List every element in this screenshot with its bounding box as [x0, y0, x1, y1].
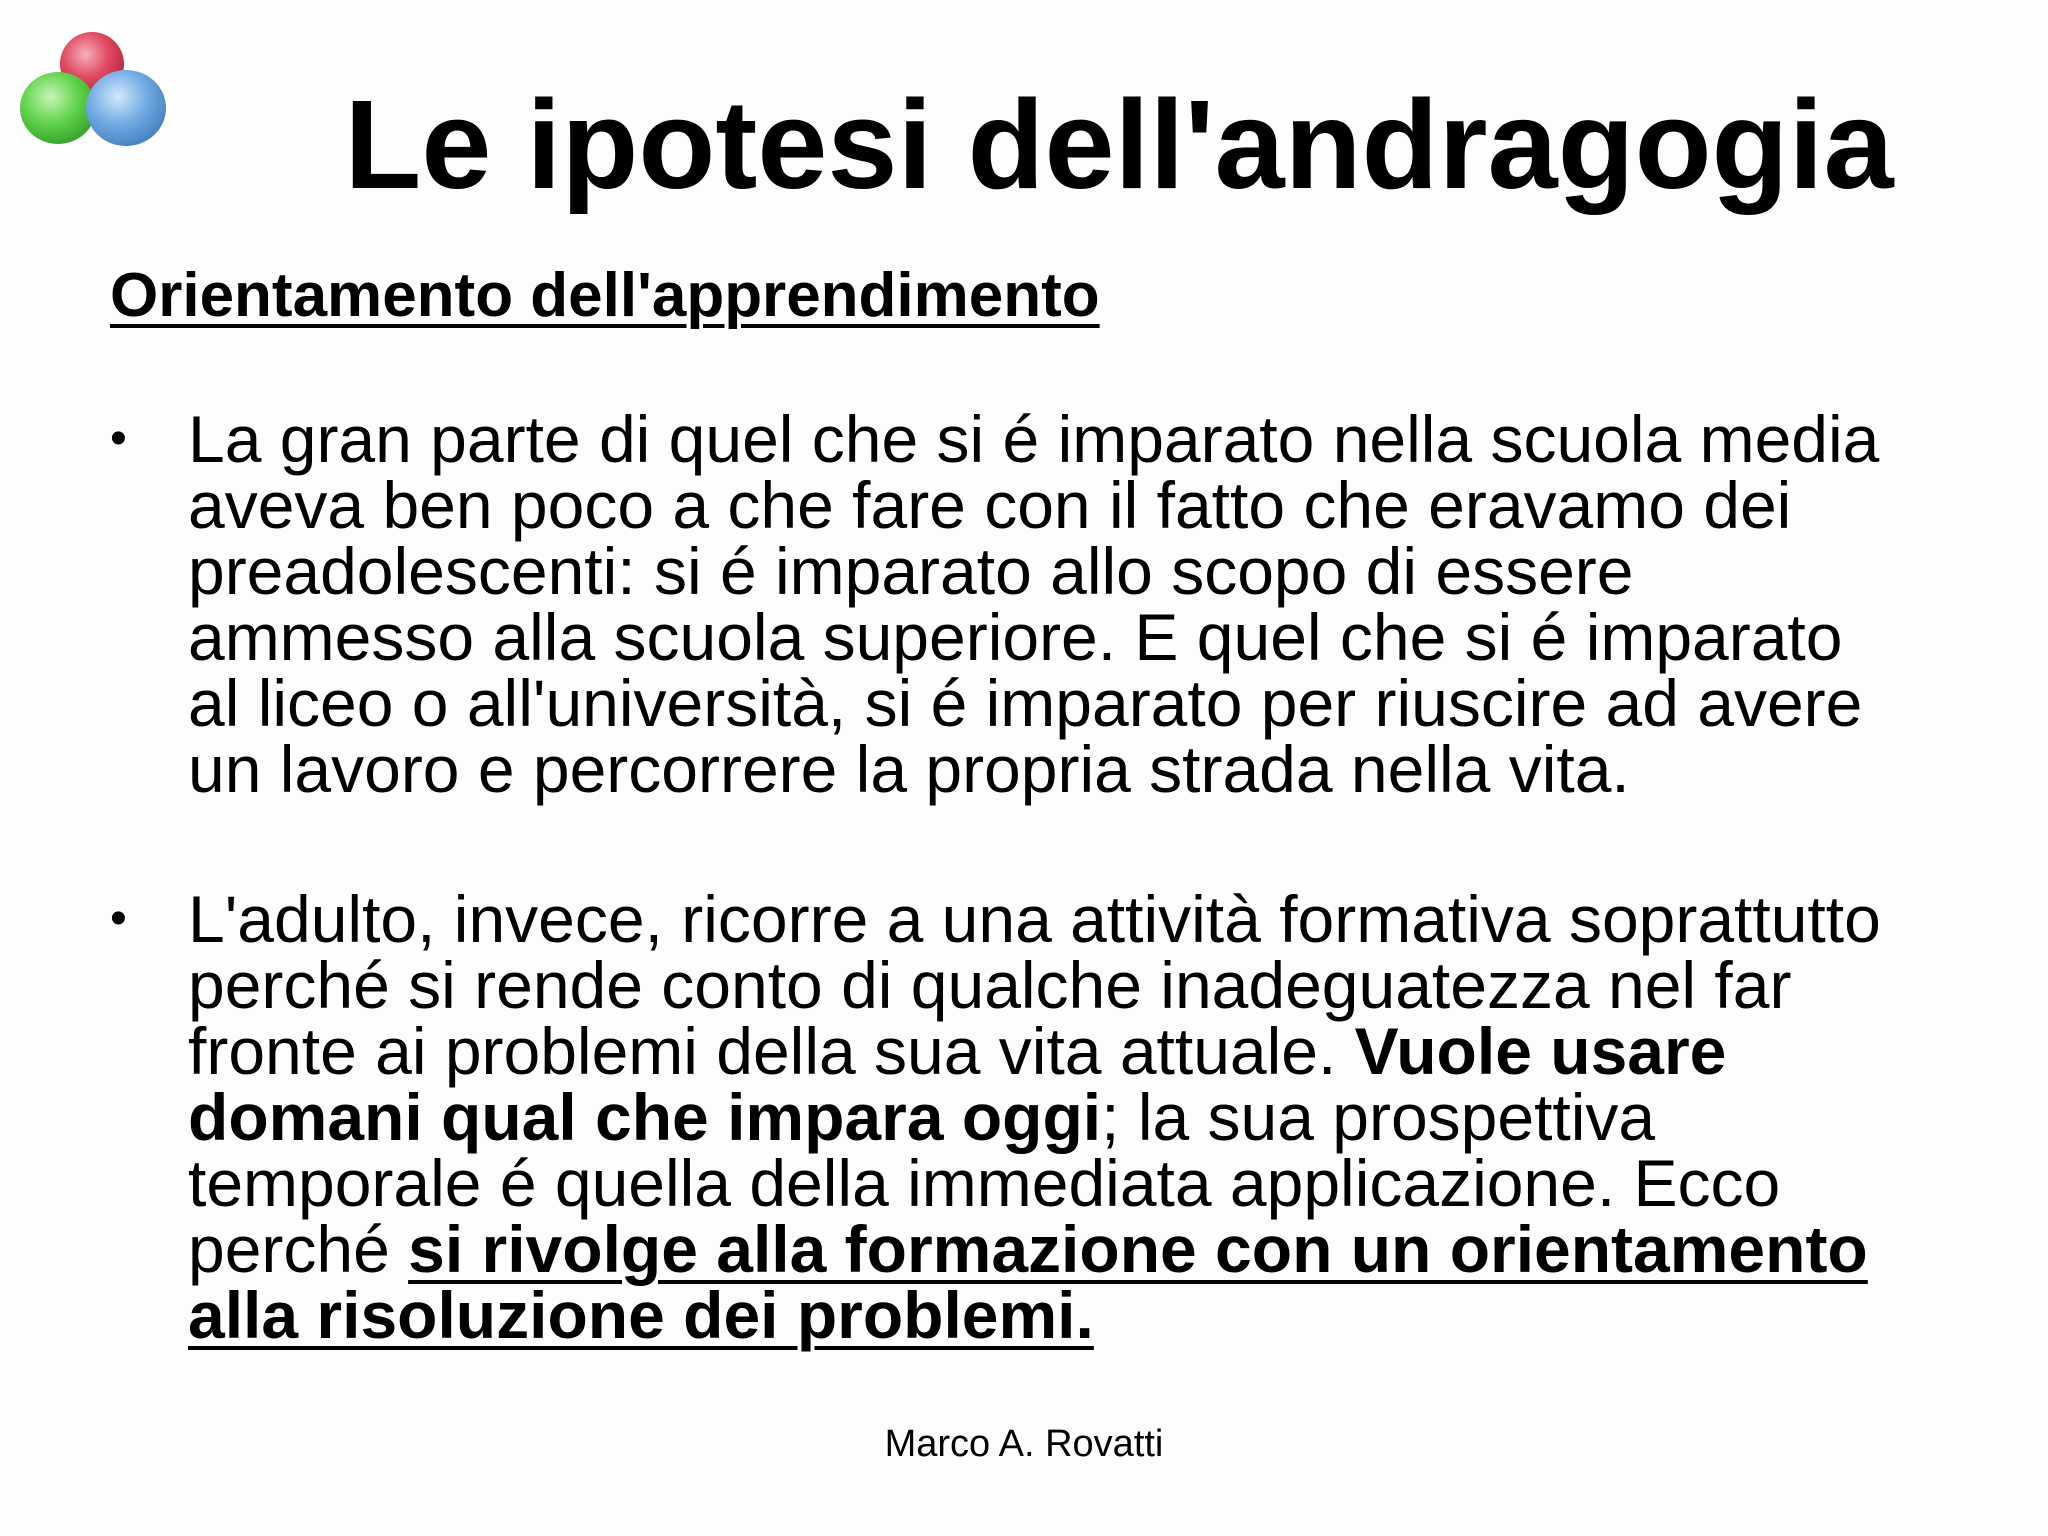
- bullet-icon: •: [110, 892, 127, 945]
- text-line: [188, 1080, 2048, 1154]
- text-line: al liceo o all'università, si é imparato per riuscire ad avere: [188, 666, 1863, 740]
- text-line: perché si rende conto di qualche inadeguatezza nel far: [188, 948, 1792, 1022]
- text-line: L'adulto, invece, ricorre a una attività formativa soprattutto: [188, 882, 1881, 956]
- text-line: ammesso alla scuola superiore. E quel che si é imparato: [188, 600, 1843, 674]
- emphasis-text: Vuole usare: [1354, 1014, 1727, 1088]
- text-run: fronte ai problemi della sua vita attuale.: [188, 1014, 1355, 1088]
- text-line: aveva ben poco a che fare con il fatto che eravamo dei: [188, 468, 1792, 542]
- bullet-text: [188, 882, 2048, 1352]
- text-line: preadolescenti: si é imparato allo scopo di essere: [188, 534, 1634, 608]
- text-line: un lavoro e percorrere la propria strada nella vita.: [188, 732, 1630, 806]
- key-point-text: si rivolge alla formazione con un orientamento: [408, 1212, 1868, 1286]
- key-point-text: alla risoluzione dei problemi.: [188, 1278, 1094, 1352]
- text-run: ; la sua prospettiva: [1101, 1080, 1656, 1154]
- emphasis-text: domani qual che impara oggi: [188, 1080, 1102, 1154]
- bullet-text: [188, 402, 2048, 806]
- text-line: La gran parte di quel che si é imparato nella scuola media: [188, 402, 1880, 476]
- slide-title: Le ipotesi dell'andragogia: [344, 74, 1894, 215]
- text-run: perché: [188, 1212, 409, 1286]
- section-heading: Orientamento dell'apprendimento: [110, 261, 1100, 330]
- text-line: [188, 1278, 2048, 1352]
- text-line: temporale é quella della immediata applicazione. Ecco: [188, 1146, 1781, 1220]
- bullet-icon: •: [110, 412, 127, 465]
- text-line: [188, 1014, 2048, 1088]
- text-line: [188, 1212, 2048, 1286]
- footer-author: Marco A. Rovatti: [884, 1423, 1164, 1465]
